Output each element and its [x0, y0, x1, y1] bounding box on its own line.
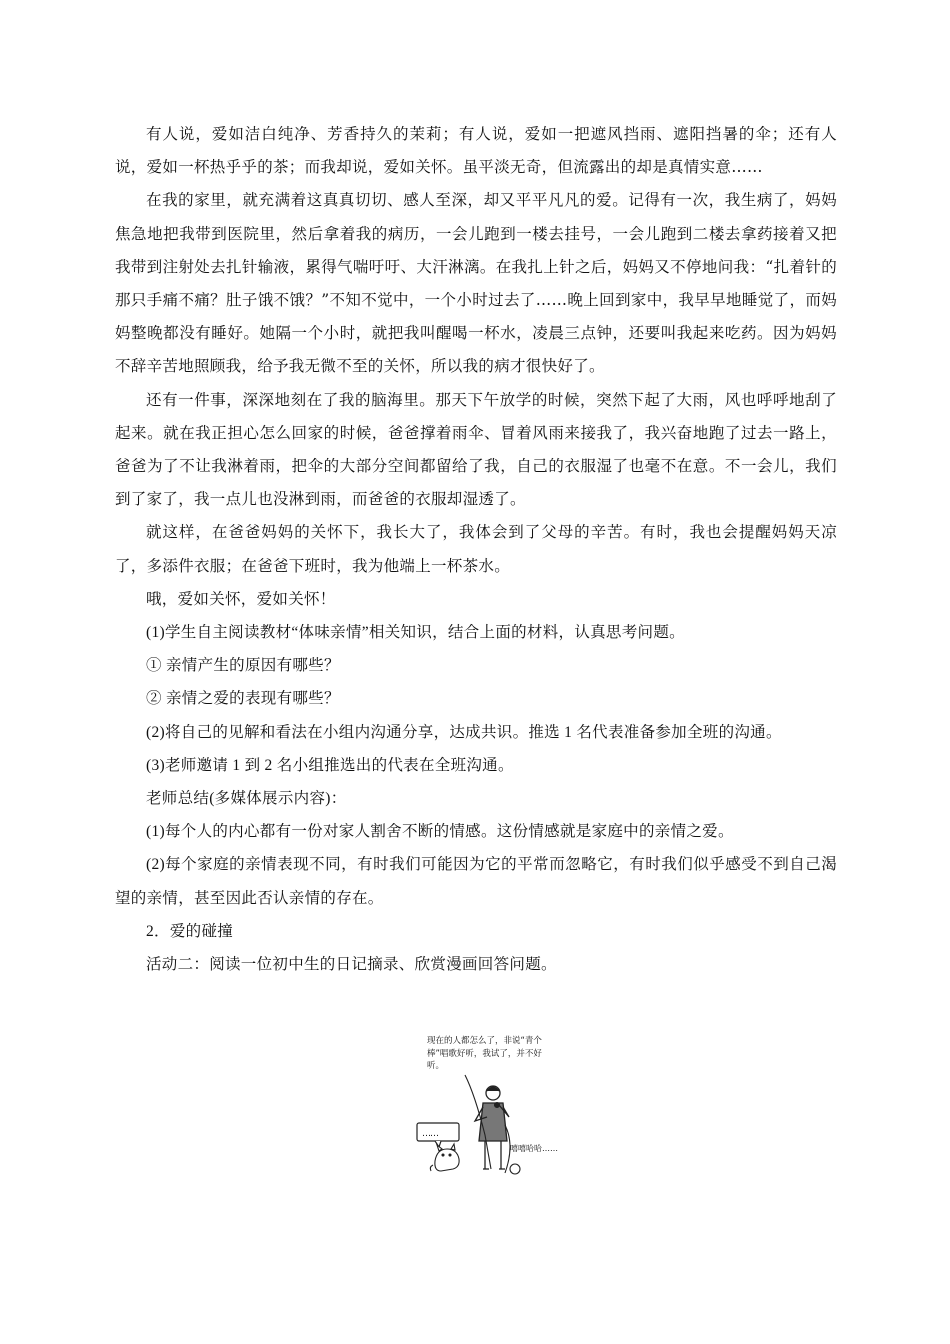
teacher-summary-heading: 老师总结(多媒体展示内容)：: [146, 790, 347, 808]
task-1: (1)学生自主阅读教材“体味亲情”相关知识，结合上面的材料，认真思考问题。: [146, 624, 685, 642]
story-paragraph-ending: 哦，爱如关怀，爱如关怀！: [146, 589, 336, 608]
question-1: ① 亲情产生的原因有哪些？: [146, 657, 340, 675]
section-heading-love-collision: 2．爱的碰撞: [146, 922, 234, 940]
question-2: ② 亲情之爱的表现有哪些？: [146, 690, 340, 708]
comic-illustration: [405, 1035, 585, 1183]
comic-caption: 现在的人都怎么了，非说“青个棒”唱歌好听，我试了，并不好听。: [427, 1036, 542, 1071]
story-paragraph-father: 还有一件事，深深地刻在了我的脑海里。那天下午放学的时候，突然下起了大雨，风也呼呼地刮了起来。就在我正担心怎么回家的时候，爸爸撑着雨伞、冒着风雨来接我了，我兴奋地跑了过去一路上，爸爸为了不让我淋着雨，把伞的大部分空间都留给了我，自己的衣服湿了也毫不在意。不一会儿，我们到了家了，我一点儿也没淋到雨，而爸爸的衣服却湿透了。: [115, 390, 837, 509]
laugh-text: 嘻嘻哈哈……: [510, 1144, 558, 1153]
cat-figure: [430, 1144, 459, 1171]
summary-point-2: (2)每个家庭的亲情表现不同，有时我们可能因为它的平常而忽略它，有时我们似乎感受不到自己渴望的亲情，甚至因此否认亲情的存在。: [115, 856, 837, 907]
speech-bubble-text: ……: [422, 1129, 438, 1139]
intro-paragraph: 有人说，爱如洁白纯净、芳香持久的茉莉；有人说，爱如一把遮风挡雨、遮阳挡暑的伞；还有人说，爱如一杯热乎乎的茶；而我却说，爱如关怀。虽平淡无奇，但流露出的却是真情实意……: [115, 125, 837, 177]
activity-2-instruction: 活动二：阅读一位初中生的日记摘录、欣赏漫画回答问题。: [146, 956, 557, 974]
summary-point-1: (1)每个人的内心都有一份对家人割舍不断的情感。这份情感就是家庭中的亲情之爱。: [146, 823, 734, 841]
task-3: (3)老师邀请 1 到 2 名小组推选出的代表在全班沟通。: [146, 756, 514, 774]
task-2: (2)将自己的见解和看法在小组内沟通分享，达成共识。推选 1 名代表准备参加全班的沟通。: [146, 723, 782, 741]
document-body: [115, 118, 837, 981]
story-paragraph-growth: 就这样，在爸爸妈妈的关怀下，我长大了，我体会到了父母的辛苦。有时，我也会提醒妈妈天凉了，多添件衣服；在爸爸下班时，我为他端上一杯茶水。: [115, 523, 837, 575]
singer-figure: [475, 1086, 509, 1169]
story-paragraph-mother: 在我的家里，就充满着这真真切切、感人至深，却又平平凡凡的爱。记得有一次，我生病了，妈妈焦急地把我带到医院里，然后拿着我的病历，一会儿跑到一楼去挂号，一会儿跑到二楼去拿药接着又把我带到注射处去扎针输液，累得气喘吁吁、大汗淋漓。在我扎上针之后，妈妈又不停地问我：“扎着针的那只手痛不痛？肚子饿不饿？”不知不觉中，一个小时过去了……晚上回到家中，我早早地睡觉了，而妈妈整晚都没有睡好。她隔一个小时，就把我叫醒喝一杯水，凌晨三点钟，还要叫我起来吃药。因为妈妈不辞辛苦地照顾我，给予我无微不至的关怀，所以我的病才很快好了。: [115, 191, 837, 376]
